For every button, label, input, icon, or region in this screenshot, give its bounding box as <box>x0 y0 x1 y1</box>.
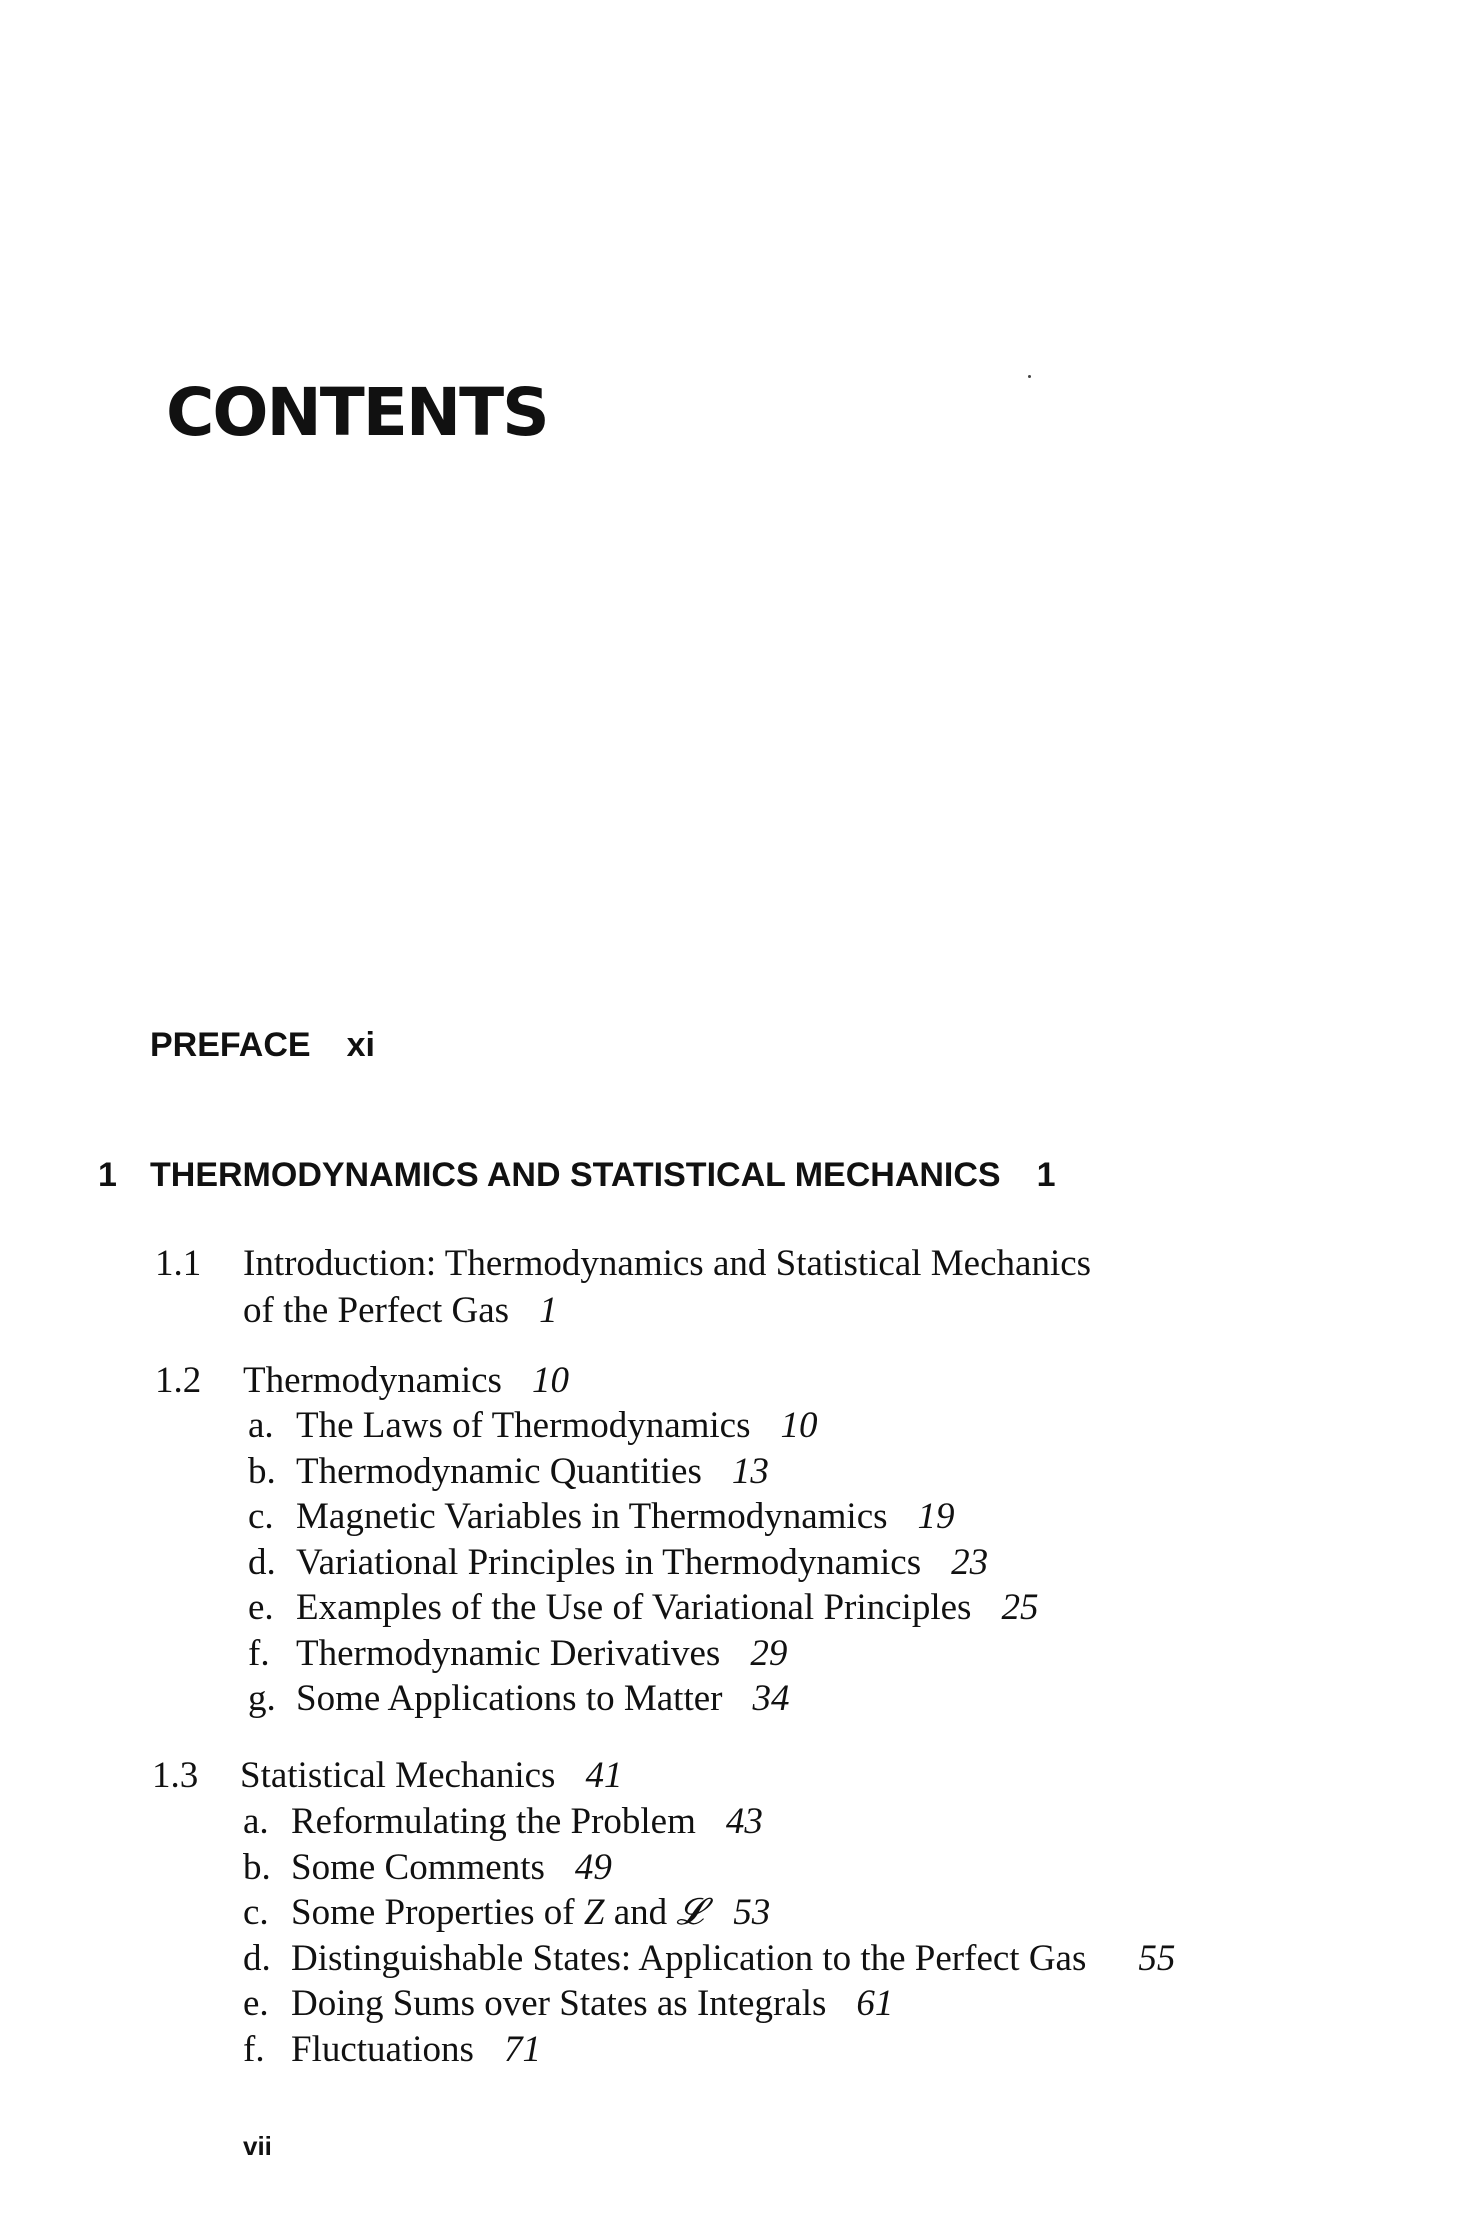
toc-subsection-1-2-g[interactable] <box>248 1680 789 1717</box>
subsection-page: 23 <box>951 1542 989 1583</box>
subsection-letter: g. <box>248 1678 276 1719</box>
preface-label: PREFACE <box>150 1026 311 1064</box>
subsection-title: Magnetic Variables in Thermodynamics <box>296 1496 888 1537</box>
subsection-title: Thermodynamic Derivatives <box>296 1633 721 1674</box>
toc-section-1-3[interactable] <box>152 1757 622 1794</box>
subsection-letter: e. <box>243 1983 269 2024</box>
section-number: 1.2 <box>155 1360 202 1401</box>
print-speck <box>1028 375 1031 378</box>
subsection-page: 61 <box>856 1983 894 2024</box>
toc-section-1-1-continued[interactable] <box>243 1292 558 1329</box>
subsection-title: Fluctuations <box>291 2029 474 2070</box>
subsection-title: Doing Sums over States as Integrals <box>291 1983 827 2024</box>
subsection-letter: f. <box>243 2029 265 2070</box>
subsection-page: 10 <box>780 1405 818 1446</box>
subsection-title: Examples of the Use of Variational Principles <box>296 1587 972 1628</box>
subsection-title: Thermodynamic Quantities <box>296 1451 702 1492</box>
subsection-letter: a. <box>243 1801 269 1842</box>
toc-subsection-1-2-f[interactable] <box>248 1635 787 1672</box>
section-page: 41 <box>585 1755 623 1796</box>
script-l-symbol: 𝓛 <box>676 1892 704 1933</box>
subsection-page: 43 <box>725 1801 763 1842</box>
toc-subsection-1-2-d[interactable] <box>248 1544 988 1581</box>
subsection-letter: c. <box>248 1496 274 1537</box>
subsection-title: Distinguishable States: Application to the Perfect Gas <box>291 1938 1087 1979</box>
subsection-letter: c. <box>243 1892 269 1933</box>
subsection-letter: b. <box>243 1847 271 1888</box>
subsection-letter: d. <box>248 1542 276 1583</box>
subsection-letter: e. <box>248 1587 274 1628</box>
toc-subsection-1-3-f[interactable] <box>243 2031 541 2068</box>
chapter-page: 1 <box>1036 1156 1056 1194</box>
section-title: Statistical Mechanics <box>240 1755 556 1796</box>
section-title-line2: of the Perfect Gas <box>243 1290 510 1331</box>
section-number: 1.3 <box>152 1755 199 1796</box>
toc-subsection-1-3-a[interactable] <box>243 1803 763 1840</box>
toc-section-1-2[interactable] <box>155 1362 569 1399</box>
toc-subsection-1-2-a[interactable] <box>248 1407 818 1444</box>
subsection-title: Some Comments <box>291 1847 545 1888</box>
toc-subsection-1-3-e[interactable] <box>243 1985 893 2022</box>
preface-page: xi <box>346 1026 375 1064</box>
subsection-page: 34 <box>752 1678 790 1719</box>
section-page: 10 <box>531 1360 569 1401</box>
toc-subsection-1-3-b[interactable] <box>243 1849 612 1886</box>
section-title-line1: Introduction: Thermodynamics and Statistical Mechanics <box>243 1243 1092 1284</box>
subsection-title: Variational Principles in Thermodynamics <box>296 1542 922 1583</box>
toc-section-1-1[interactable] <box>155 1245 1091 1282</box>
toc-subsection-1-2-e[interactable] <box>248 1589 1038 1626</box>
page-title: CONTENTS <box>166 374 548 451</box>
subsection-letter: a. <box>248 1405 274 1446</box>
subsection-page: 25 <box>1001 1587 1039 1628</box>
subsection-page: 13 <box>731 1451 769 1492</box>
subsection-page: 71 <box>503 2029 541 2070</box>
subsection-letter: f. <box>248 1633 270 1674</box>
toc-subsection-1-2-c[interactable] <box>248 1498 955 1535</box>
subsection-page: 49 <box>574 1847 612 1888</box>
toc-subsection-1-2-b[interactable] <box>248 1453 769 1490</box>
subsection-page: 19 <box>917 1496 955 1537</box>
section-number: 1.1 <box>155 1243 202 1284</box>
section-title: Thermodynamics <box>243 1360 502 1401</box>
subsection-page: 29 <box>750 1633 788 1674</box>
subsection-letter: d. <box>243 1938 271 1979</box>
subsection-letter: b. <box>248 1451 276 1492</box>
subsection-title: Some Applications to Matter <box>296 1678 723 1719</box>
subsection-title: Reformulating the Problem <box>291 1801 696 1842</box>
chapter-title: THERMODYNAMICS AND STATISTICAL MECHANICS <box>150 1156 1001 1194</box>
section-page: 1 <box>539 1290 558 1331</box>
subsection-title-and: and <box>604 1892 677 1933</box>
toc-subsection-1-3-d[interactable] <box>243 1940 1175 1977</box>
subsection-page: 53 <box>733 1892 771 1933</box>
page-folio: vii <box>243 2131 272 2161</box>
z-symbol: Z <box>583 1892 605 1933</box>
subsection-title-prefix: Some Properties of <box>291 1892 584 1933</box>
subsection-title: The Laws of Thermodynamics <box>296 1405 751 1446</box>
toc-chapter-1-entry[interactable] <box>98 1158 1056 1192</box>
chapter-number: 1 <box>98 1156 117 1194</box>
subsection-page: 55 <box>1138 1938 1176 1979</box>
toc-preface-entry[interactable] <box>150 1028 375 1062</box>
toc-subsection-1-3-c[interactable] <box>243 1894 770 1931</box>
